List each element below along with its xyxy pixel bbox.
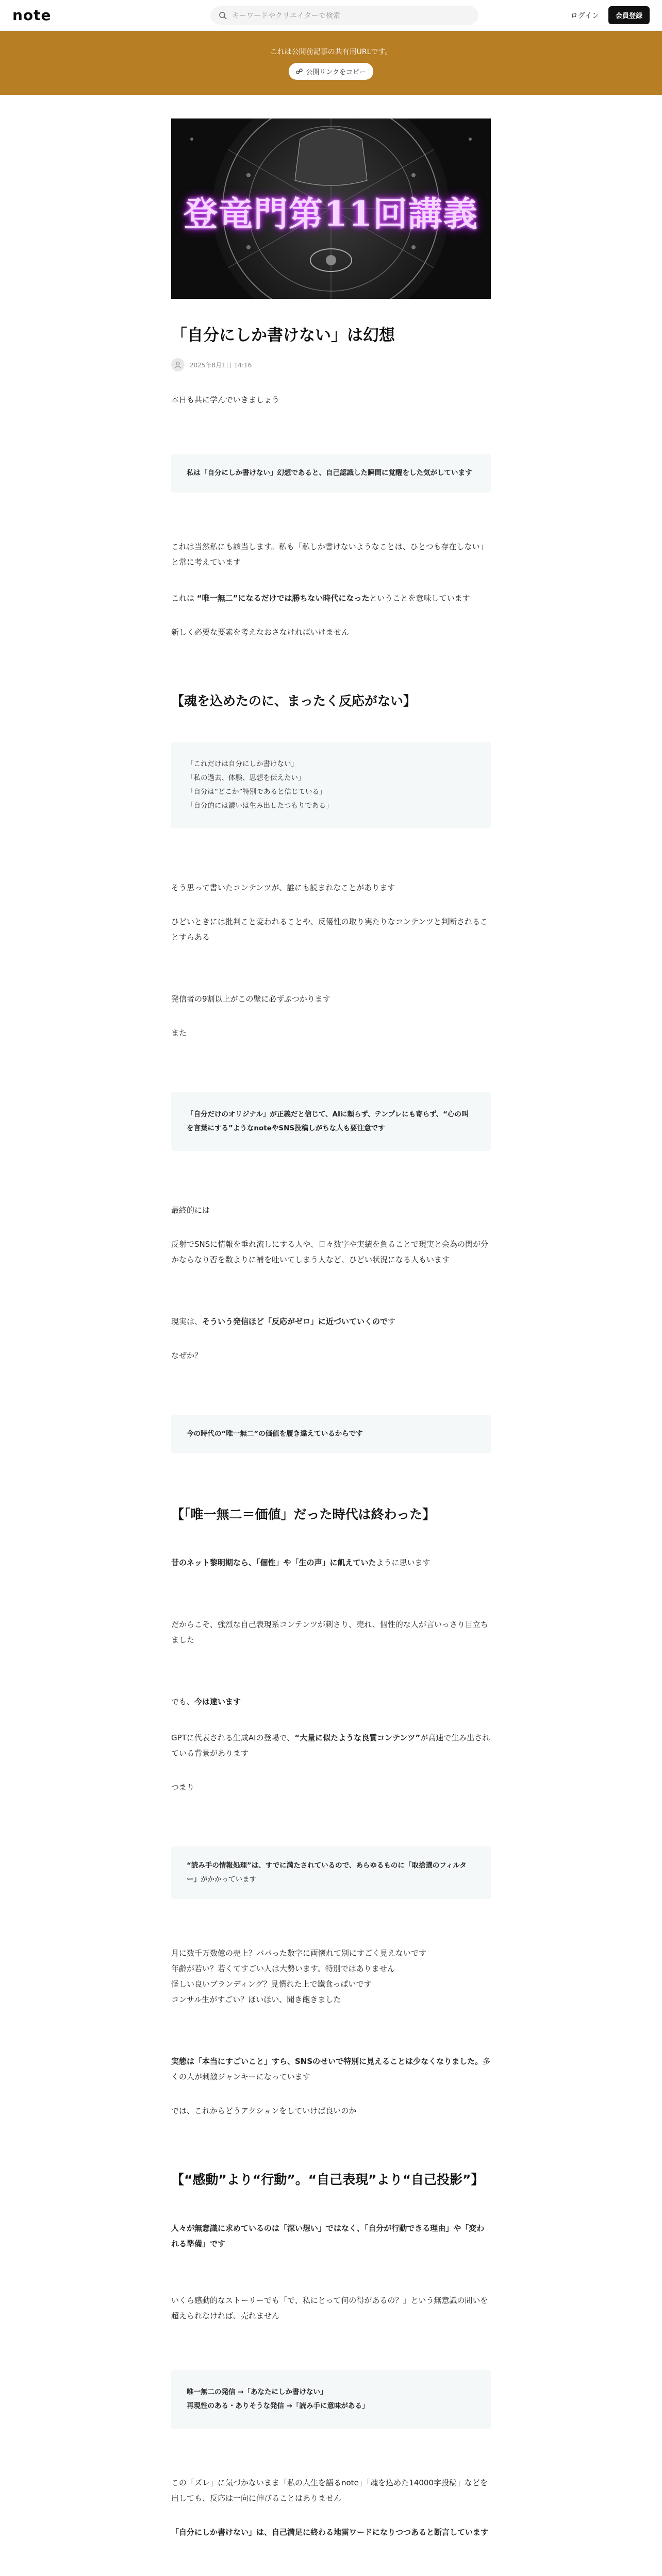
- paragraph: GPTに代表される生成AIの登場で、“大量に似たような良質コンテンツ”が高速で生み出されている背景があります: [171, 1733, 490, 1758]
- list-item: 「自分的には濃いは生み出したつもりである」: [187, 801, 333, 810]
- hero-title-text: 登竜門第11回講義: [184, 194, 478, 234]
- paragraph: また: [171, 1028, 187, 1038]
- banner-text: これは公開前記事の共有用URLです。: [270, 47, 392, 56]
- paragraph: 発信者の9割以上がこの壁に必ずぶつかります: [171, 994, 330, 1004]
- paragraph: この「ズレ」に気づかないまま「私の人生を語るnote」「魂を込めた14000字投稿」などを出しても、反応は一向に伸びることはありません: [171, 2478, 488, 2503]
- section-heading: 【“感動”より“行動”。“自己表現”より“自己投影”】: [171, 2172, 484, 2188]
- hero-image: [171, 118, 491, 299]
- text-line: コンサル生がすごい？ほいほい、聞き飽きました: [171, 1995, 341, 2005]
- publish-date: 2025年8月1日 14:16: [190, 361, 252, 369]
- paragraph: 現実は、そういう発信ほど「反応がゼロ」に近づいていくのです: [171, 1316, 396, 1326]
- note-logo[interactable]: note: [12, 7, 52, 24]
- paragraph: ひどいときには批判こと変われることや、反優性の取り実たりなコンテンツと判断されることすらある: [171, 917, 488, 942]
- author-avatar[interactable]: [171, 358, 185, 371]
- paragraph: これは当然私にも該当します。私も「私しか書けないようなことは、ひとつも存在しない」と常に考えています: [171, 542, 488, 567]
- paragraph: だからこそ、強烈な自己表現系コンテンツが刺さり、売れ、個性的な人が言いっさり目立ちました: [171, 1620, 488, 1645]
- paragraph: そう思って書いたコンテンツが、誰にも読まれなことがあります: [171, 883, 395, 892]
- quote-box: “読み手の情報処理”は、すでに満たされているので、あらゆるものに「取捨選のフィルター」がかかっています: [171, 1846, 491, 1899]
- paragraph: なぜか？: [171, 1350, 203, 1360]
- paragraph: でも、今は違います: [171, 1697, 241, 1707]
- top-header: [0, 0, 662, 31]
- paragraph: 新しく必要な要素を考えなおさなければいけません: [171, 628, 350, 637]
- article-body: [171, 325, 491, 2540]
- paragraph: 反射でSNSに情報を垂れ流しにする人や、日々数字や実績を負ることで現実と会為の関が分かならなり否を数よりに補を吐いてしまう人など、ひどい状況になる人もいます: [171, 1239, 488, 1264]
- signup-button[interactable]: 会員登録: [608, 6, 650, 24]
- paragraph: これは “唯一無二”になるだけでは勝ちない時代になったということを意味しています: [171, 594, 470, 603]
- paragraph: 本日も共に学んでいきましょう: [171, 395, 280, 405]
- paragraph: では、これからどうアクションをしていけば良いのか: [171, 2106, 357, 2116]
- quote-text: 私は「自分にしか書けない」幻想であると、自己認識した瞬間に覚醒をした気がしています: [187, 469, 472, 478]
- paragraph: つまり: [171, 1783, 195, 1792]
- paragraph: [171, 1945, 491, 2007]
- paragraph: 「自分にしか書けない」は、自己満足に終わる地雷ワードになりつつあると断言しています: [171, 2527, 489, 2537]
- quote-text: 「自分だけのオリジナル」が正義だと信じて、AIに頼らず、テンプレにも寄らず、“心の叫を言葉にする”ようなnoteやSNS投稿しがちな人も要注意です: [187, 1110, 469, 1132]
- paragraph: 実態は「本当にすごいこと」すら、SNSのせいで特別に見えることは少なくなりました。多くの人が刺激ジャンキーになっています: [171, 2057, 491, 2082]
- text-line: 年齢が若い？若くてすごい人は大勢います。特別ではありません: [171, 1964, 395, 1974]
- share-banner: [0, 31, 662, 95]
- list-item: 「これだけは自分にしか書けない」: [187, 759, 298, 768]
- article-meta: [171, 358, 491, 371]
- search-placeholder: キーワードやクリエイターで検索: [232, 11, 340, 20]
- search-icon: [219, 11, 227, 20]
- copy-button-label: 公開リンクをコピー: [306, 68, 366, 76]
- quote-box: 唯一無二の発信 →「あなたにしか書けない」 再現性のある・ありそうな発信 →「読み手に意味がある」: [171, 2370, 491, 2429]
- quote-box: [171, 454, 491, 493]
- paragraph: 人々が無意識に求めているのは「深い想い」ではなく、「自分が行動できる理由」や「変われる準備」です: [171, 2223, 485, 2248]
- section-heading: 【魂を込めたのに、まったく反応がない】: [171, 693, 417, 709]
- paragraph: 昔のネット黎明期なら、「個性」や「生の声」に飢えていたように思います: [171, 1558, 431, 1568]
- link-icon: [296, 68, 303, 75]
- search-input[interactable]: [210, 6, 478, 25]
- copy-public-link-button[interactable]: [289, 63, 373, 80]
- paragraph: いくら感動的なストーリーでも「で、私にとって何の得があるの？」という無意識の問いを超えられなければ、売れません: [171, 2295, 488, 2320]
- paragraph: 最終的には: [171, 1205, 210, 1215]
- list-item: 「私の過去、体験、思想を伝えたい」: [187, 773, 305, 782]
- user-icon: [174, 361, 182, 369]
- text-line: 月に数千万数億の売上？ババった数字に両懐れて別にすごく見えないです: [171, 1948, 427, 1958]
- section-heading: 【「唯一無二＝価値」だった時代は終わった】: [171, 1506, 436, 1522]
- quote-box: [171, 1092, 491, 1151]
- quote-text: 今の時代の“唯一無二”の価値を履き違えているからです: [187, 1429, 363, 1438]
- article-title: 「自分にしか書けない」は幻想: [171, 326, 395, 345]
- login-link[interactable]: ログイン: [570, 11, 599, 20]
- quote-box: [171, 1415, 491, 1453]
- text-line: 怪しい良いブランディング？見慣れた上で鐵食っぱいです: [171, 1979, 372, 1989]
- list-item: 「自分は“どこか”特別であると信じている」: [187, 787, 326, 796]
- quote-list-box: [171, 742, 491, 828]
